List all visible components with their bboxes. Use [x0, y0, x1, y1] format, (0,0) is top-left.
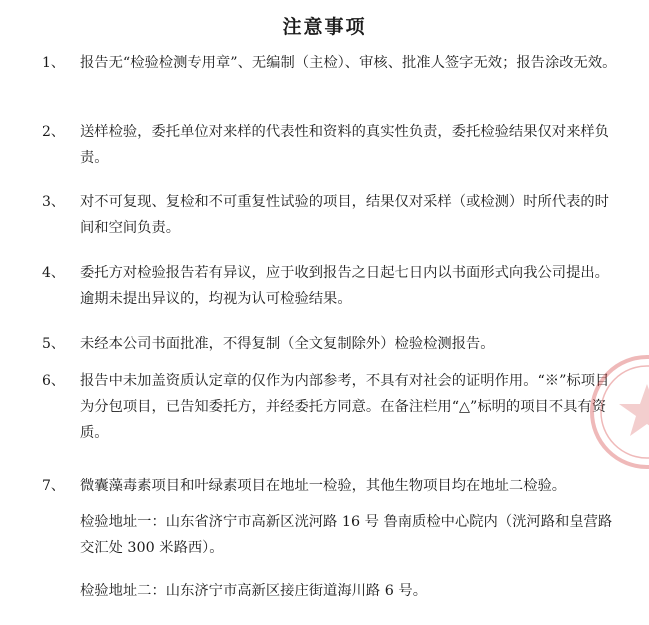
item-number: 4、 — [42, 265, 65, 281]
page-title: 注意事项 — [282, 16, 367, 38]
test-address-2: 检验地址二：山东济宁市高新区接庄街道海川路 6 号。 — [80, 583, 428, 599]
item-number: 2、 — [42, 124, 65, 140]
item-number: 1、 — [42, 55, 65, 71]
test-address-1: 检验地址一：山东省济宁市高新区洸河路 16 号 鲁南质检中心院内（洸河路和皇营路交汇处 300 米路西）。 — [80, 514, 613, 556]
item-text: 对不可复现、复检和不可重复性试验的项目，结果仅对采样（或检测）时所代表的时间和空间负责。 — [80, 194, 609, 236]
item-text: 委托方对检验报告若有异议，应于收到报告之日起七日内以书面形式向我公司提出。逾期未提出异议的，均视为认可检验结果。 — [80, 265, 609, 307]
item-number: 6、 — [42, 373, 65, 389]
item-text: 微囊藻毒素项目和叶绿素项目在地址一检验，其他生物项目均在地址二检验。 — [80, 478, 567, 494]
item-text: 报告无“检验检测专用章”、无编制（主检）、审核、批准人签字无效；报告涂改无效。 — [80, 55, 617, 71]
item-number: 3、 — [42, 194, 65, 210]
item-text: 未经本公司书面批准，不得复制（全文复制除外）检验检测报告。 — [80, 336, 495, 352]
item-number: 5、 — [42, 336, 65, 352]
item-text: 报告中未加盖资质认定章的仅作为内部参考，不具有对社会的证明作用。“※”标项目为分包项目，已告知委托方，并经委托方同意。在备注栏用“△”标明的项目不具有资质。 — [80, 373, 610, 441]
item-number: 7、 — [42, 478, 65, 494]
item-text: 送样检验，委托单位对来样的代表性和资料的真实性负责，委托检验结果仅对来样负责。 — [80, 124, 609, 166]
